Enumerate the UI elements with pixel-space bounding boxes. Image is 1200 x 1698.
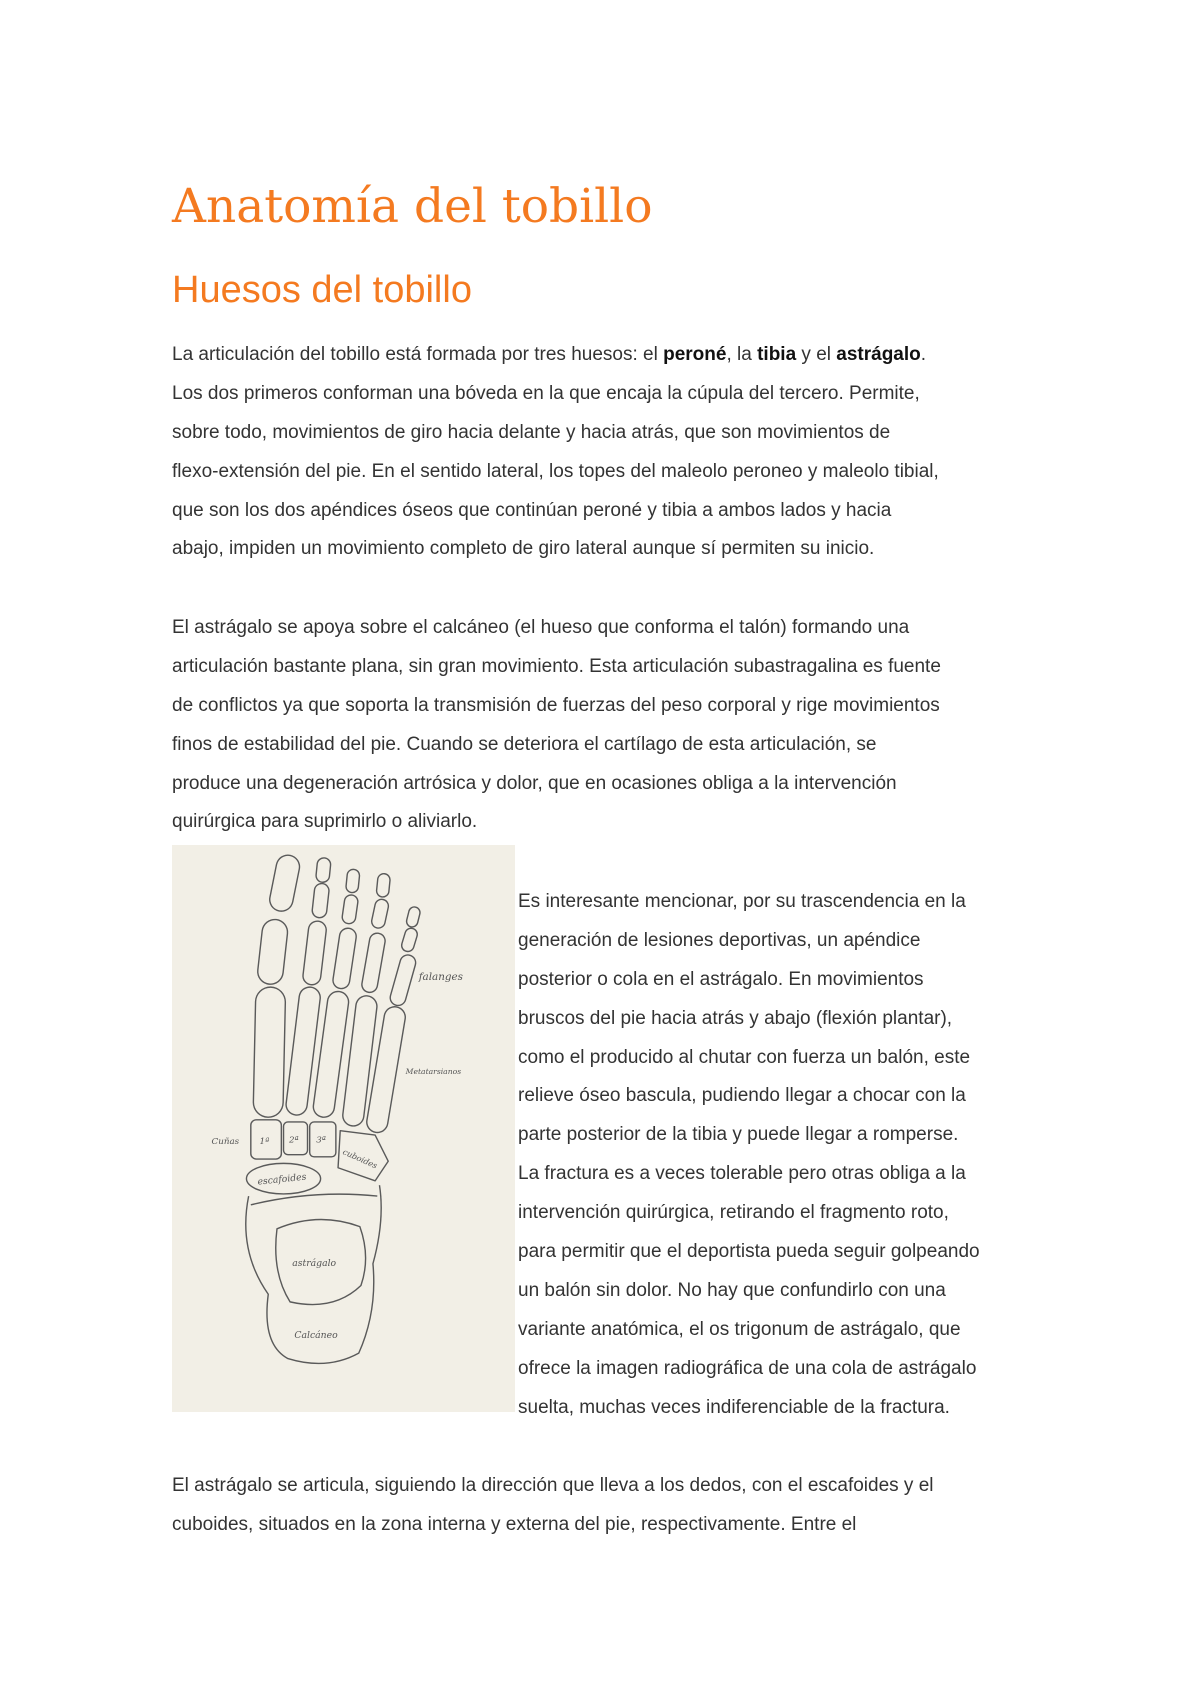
text-line <box>518 1194 980 1233</box>
label-talus: astrágalo <box>292 1257 337 1269</box>
bone-body <box>268 1002 270 1102</box>
bone-body <box>408 934 411 945</box>
text-run: sobre todo, movimientos de giro hacia delante y hacia atrás, que son movimientos de <box>172 421 891 443</box>
bone-body <box>323 865 324 876</box>
label-cuneiform-3: 3ª <box>316 1135 326 1146</box>
text-run: bruscos del pie hacia atrás y abajo (flexión plantar), <box>518 1007 953 1029</box>
phalanx-bone <box>341 937 348 981</box>
text-run: generación de lesiones deportivas, un apéndice <box>518 929 921 951</box>
phalanx-bone <box>270 932 274 971</box>
bold-term: peroné <box>663 344 727 365</box>
text-run: El astrágalo se apoya sobre el calcáneo (el hueso que conforma el talón) formando una <box>172 617 910 638</box>
label-cuneiforms: Cuñas <box>211 1136 240 1147</box>
bone-body <box>398 963 408 998</box>
bone-body <box>312 930 317 976</box>
label-calcaneus: Calcáneo <box>294 1329 338 1341</box>
phalanx-bone <box>323 865 324 876</box>
phalanx-bone <box>320 891 322 911</box>
text-run: parte posterior de la tibia y puede llegar a romperse. <box>518 1124 959 1146</box>
metatarsal-bone <box>297 998 310 1105</box>
paragraph-talus-tail <box>518 883 980 1427</box>
phalanx-bone <box>398 963 408 998</box>
label-cuneiform-1: 1ª <box>259 1136 270 1147</box>
metatarsal-bone <box>353 1006 366 1115</box>
text-run: suelta, muchas veces indiferenciable de la fractura. <box>518 1396 950 1418</box>
text-line <box>172 726 941 765</box>
bold-term: astrágalo <box>836 344 921 365</box>
text-run: flexo-extensión del pie. En el sentido lateral, los topes del maleolo peroneo y maleolo tibial, <box>172 460 939 482</box>
metatarsal-bone <box>324 1002 338 1107</box>
bone-body <box>353 1006 366 1115</box>
text-run: y el <box>796 344 837 365</box>
text-run: que son los dos apéndices óseos que continúan peroné y tibia a ambos lados y hacia <box>172 499 892 521</box>
text-line <box>172 414 939 453</box>
text-line <box>172 803 941 842</box>
bone-body <box>378 906 381 921</box>
text-line <box>172 375 939 414</box>
text-line <box>172 765 941 804</box>
bone-body <box>370 941 378 985</box>
label-cuneiform-2: 2ª <box>288 1135 299 1146</box>
text-run: para permitir que el deportista pueda seguir golpeando <box>518 1241 980 1263</box>
text-run: , la <box>726 344 758 365</box>
text-run: de conflictos ya que soporta la transmisión de fuerzas del peso corporal y rige movimientos <box>172 694 940 716</box>
phalanx-bone <box>349 902 351 917</box>
text-line <box>172 1467 934 1506</box>
paragraph-talus-joints <box>172 1467 934 1545</box>
text-run: quirúrgica para suprimirlo o aliviarlo. <box>172 811 478 833</box>
text-line <box>172 453 939 492</box>
text-run: variante anatómica, el os trigonum de astrágalo, que <box>518 1318 961 1340</box>
text-run: como el producido al chutar con fuerza un balón, este <box>518 1046 971 1068</box>
text-line <box>172 648 941 687</box>
toe-and-metatarsal-bones <box>268 865 414 1122</box>
section-heading: Huesos del tobillo <box>172 269 472 311</box>
phalanx-bone <box>281 867 288 900</box>
text-line <box>172 530 939 569</box>
text-line <box>172 492 939 531</box>
text-line <box>518 1272 980 1311</box>
text-line <box>518 1077 980 1116</box>
text-run: finos de estabilidad del pie. Cuando se deteriora el cartílago de esta articulación, se <box>172 733 877 755</box>
talus-neck-line <box>251 1194 377 1205</box>
metatarsal-bone <box>377 1017 394 1122</box>
text-run: Los dos primeros conforman una bóveda en la que encaja la cúpula del tercero. Permite, <box>172 382 920 404</box>
paragraph-subtalar-joint <box>172 609 941 842</box>
text-line <box>518 1000 980 1039</box>
bone-body <box>320 891 322 911</box>
text-line <box>172 687 941 726</box>
text-run: . <box>920 344 927 365</box>
text-line <box>518 922 980 961</box>
bone-body <box>412 913 414 922</box>
bone-body <box>297 998 310 1105</box>
text-run: posterior o cola en el astrágalo. En movimientos <box>518 968 924 990</box>
bone-body <box>352 876 353 887</box>
text-run: Es interesante mencionar, por su trascendencia en la <box>518 891 966 912</box>
foot-skeleton-figure <box>172 845 515 1412</box>
page-title: Anatomía del tobillo <box>172 179 653 234</box>
text-line <box>518 1350 980 1389</box>
phalanx-bone <box>383 880 384 891</box>
phalanx-bone <box>412 913 414 922</box>
label-phalanges: falanges <box>418 971 463 984</box>
paragraph-ankle-bones <box>172 336 939 569</box>
text-run: La fractura es a veces tolerable pero otras obliga a la <box>518 1163 966 1185</box>
text-line <box>518 1389 980 1428</box>
metatarsal-bone <box>268 1002 270 1102</box>
text-run: La articulación del tobillo está formada por tres huesos: el <box>172 344 664 365</box>
text-run: El astrágalo se articula, siguiendo la dirección que lleva a los dedos, con el escafoides y el <box>172 1475 934 1496</box>
text-line <box>518 1311 980 1350</box>
text-line <box>518 1116 980 1155</box>
text-run: un balón sin dolor. No hay que confundirlo con una <box>518 1279 946 1301</box>
text-run: abajo, impiden un movimiento completo de giro lateral aunque sí permiten su inicio. <box>172 538 875 560</box>
text-line <box>518 1233 980 1272</box>
text-line <box>518 961 980 1000</box>
text-run: produce una degeneración artrósica y dolor, que en ocasiones obliga a la intervención <box>172 772 897 794</box>
bone-body <box>383 880 384 891</box>
phalanx-bone <box>312 930 317 976</box>
phalanx-bone <box>408 934 411 945</box>
text-line <box>172 336 939 375</box>
text-line <box>518 1039 980 1078</box>
bold-term: tibia <box>757 344 797 365</box>
text-run: relieve óseo bascula, pudiendo llegar a chocar con la <box>518 1085 966 1107</box>
bone-body <box>281 867 288 900</box>
bone-body <box>270 932 274 971</box>
label-metatarsals: Metatarsianos <box>405 1066 462 1076</box>
label-cuboid: cuboides <box>341 1146 380 1171</box>
text-line <box>172 609 941 648</box>
text-run: articulación bastante plana, sin gran movimiento. Esta articulación subastragalina es fuente <box>172 655 941 677</box>
label-navicular: escafoides <box>257 1171 307 1188</box>
text-run: ofrece la imagen radiográfica de una cola de astrágalo <box>518 1357 977 1379</box>
bone-body <box>341 937 348 981</box>
bone-body <box>349 902 351 917</box>
text-run: cuboides, situados en la zona interna y externa del pie, respectivamente. Entre el <box>172 1513 857 1535</box>
text-line <box>518 1155 980 1194</box>
phalanx-bone <box>378 906 381 921</box>
bone-body <box>377 1017 394 1122</box>
foot-skeleton-drawing <box>172 845 515 1412</box>
text-line <box>172 1506 934 1545</box>
phalanx-bone <box>352 876 353 887</box>
text-run: intervención quirúrgica, retirando el fragmento roto, <box>518 1202 949 1224</box>
phalanx-bone <box>370 941 378 985</box>
text-line <box>518 883 980 922</box>
